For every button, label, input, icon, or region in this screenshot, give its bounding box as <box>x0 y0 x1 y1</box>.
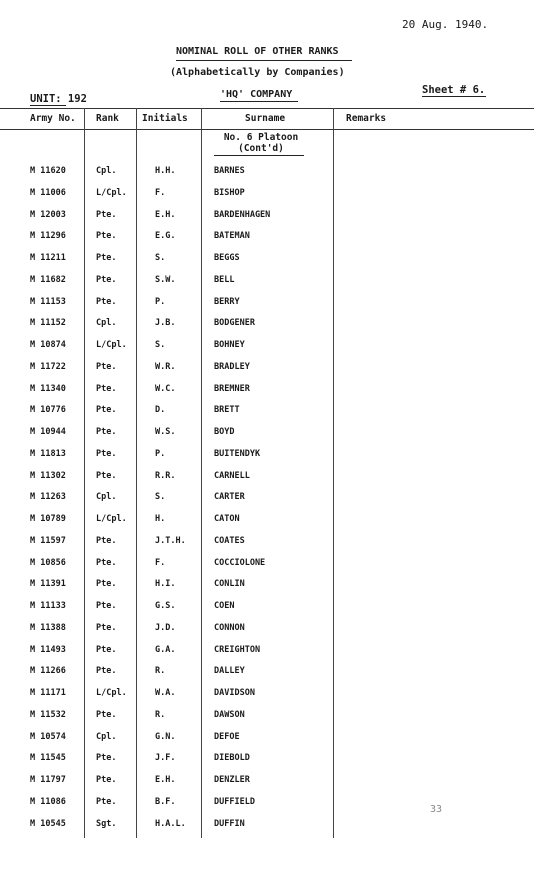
table-row <box>0 340 534 362</box>
table-row <box>0 318 534 340</box>
table-row <box>0 210 534 232</box>
cell-rank: Cpl. <box>96 492 117 503</box>
unit-underline <box>30 105 66 106</box>
cell-army-no: M 11391 <box>30 579 66 590</box>
cell-army-no: M 11152 <box>30 318 66 329</box>
cell-army-no: M 11388 <box>30 622 66 633</box>
company-underline <box>220 101 298 102</box>
cell-rank: Pte. <box>96 274 117 285</box>
table-row <box>0 405 534 427</box>
cell-rank: Pte. <box>96 775 117 785</box>
cell-rank: Cpl. <box>96 166 117 176</box>
company-label: 'HQ' COMPANY <box>220 89 293 100</box>
platoon-heading <box>219 132 303 154</box>
table-row <box>0 188 534 210</box>
cell-rank: Pte. <box>96 644 117 655</box>
cell-initials: J.T.H. <box>155 535 186 546</box>
cell-rank: Pte. <box>96 470 117 481</box>
table-row <box>0 427 534 449</box>
cell-army-no: M 11086 <box>30 796 66 807</box>
table-top-rule <box>0 108 534 109</box>
sheet-number: Sheet # 6. <box>422 84 486 96</box>
cell-surname: DEFOE <box>214 731 240 742</box>
cell-initials: H.I. <box>155 579 176 590</box>
cell-army-no: M 11153 <box>30 296 66 307</box>
platoon-continued: (Cont'd) <box>238 143 284 154</box>
cell-rank: Pte. <box>96 666 117 677</box>
cell-surname: CONNON <box>214 622 245 633</box>
table-row <box>0 514 534 536</box>
cell-surname: DALLEY <box>214 666 245 677</box>
cell-rank: Pte. <box>96 557 117 568</box>
cell-army-no: M 11545 <box>30 753 66 764</box>
cell-rank: Cpl. <box>96 731 117 742</box>
cell-initials: B.F. <box>155 796 176 807</box>
margin-mark: 33 <box>430 804 443 815</box>
document-title: NOMINAL ROLL OF OTHER RANKS <box>176 46 339 57</box>
cell-rank: Pte. <box>96 231 117 242</box>
table-row <box>0 579 534 601</box>
cell-initials: W.A. <box>155 688 176 698</box>
cell-initials: H. <box>155 514 166 524</box>
table-row <box>0 253 534 275</box>
page-crop-edge <box>0 838 534 881</box>
cell-surname: DUFFIN <box>214 818 245 829</box>
cell-surname: BARNES <box>214 166 245 176</box>
cell-army-no: M 11620 <box>30 166 66 176</box>
cell-initials: S. <box>155 253 166 263</box>
cell-army-no: M 11597 <box>30 535 66 546</box>
cell-initials: R.R. <box>155 470 176 481</box>
cell-rank: Pte. <box>96 296 117 307</box>
cell-army-no: M 10856 <box>30 557 66 568</box>
cell-rank: L/Cpl. <box>96 514 127 524</box>
table-row <box>0 449 534 471</box>
cell-surname: BERRY <box>214 296 240 307</box>
cell-surname: BOHNEY <box>214 340 245 350</box>
cell-rank: Pte. <box>96 405 117 416</box>
cell-initials: D. <box>155 405 166 416</box>
cell-initials: W.S. <box>155 427 176 437</box>
platoon-name: No. 6 Platoon <box>223 132 299 143</box>
column-header-remarks: Remarks <box>346 113 387 124</box>
cell-initials: G.A. <box>155 644 176 655</box>
table-row <box>0 797 534 819</box>
cell-surname: BREMNER <box>214 383 250 394</box>
cell-initials: J.D. <box>155 622 176 633</box>
table-row <box>0 688 534 710</box>
table-row <box>0 601 534 623</box>
cell-army-no: M 11813 <box>30 448 66 459</box>
column-header-initials: Initials <box>142 113 188 124</box>
cell-initials: F. <box>155 557 166 568</box>
cell-initials: W.R. <box>155 361 176 372</box>
cell-army-no: M 10574 <box>30 731 66 742</box>
platoon-underline <box>214 155 304 156</box>
cell-surname: DAWSON <box>214 709 245 720</box>
unit-label: UNIT: 192 <box>30 93 87 105</box>
cell-army-no: M 10545 <box>30 818 66 829</box>
cell-surname: DENZLER <box>214 775 250 785</box>
cell-surname: CREIGHTON <box>214 644 261 655</box>
cell-surname: COATES <box>214 535 245 546</box>
cell-initials: E.H. <box>155 209 176 220</box>
column-header-rank: Rank <box>96 113 119 124</box>
cell-army-no: M 11266 <box>30 666 66 677</box>
cell-rank: Pte. <box>96 427 117 437</box>
table-row <box>0 558 534 580</box>
cell-rank: Pte. <box>96 709 117 720</box>
cell-rank: Cpl. <box>96 318 117 329</box>
cell-surname: COCCIOLONE <box>214 557 266 568</box>
cell-army-no: M 11211 <box>30 253 66 263</box>
cell-surname: BRETT <box>214 405 240 416</box>
cell-rank: Pte. <box>96 535 117 546</box>
cell-army-no: M 10789 <box>30 514 66 524</box>
cell-rank: Pte. <box>96 753 117 764</box>
cell-initials: E.H. <box>155 775 176 785</box>
cell-army-no: M 11296 <box>30 231 66 242</box>
table-row <box>0 471 534 493</box>
table-row <box>0 710 534 732</box>
cell-surname: BOYD <box>214 427 235 437</box>
cell-initials: S. <box>155 340 166 350</box>
table-row <box>0 666 534 688</box>
cell-surname: BEGGS <box>214 253 240 263</box>
cell-surname: BRADLEY <box>214 361 250 372</box>
cell-surname: CATON <box>214 514 240 524</box>
column-header-army-no: Army No. <box>30 113 76 124</box>
cell-surname: DIEBOLD <box>214 753 250 764</box>
cell-rank: Pte. <box>96 622 117 633</box>
table-row <box>0 645 534 667</box>
cell-army-no: M 11722 <box>30 361 66 372</box>
cell-army-no: M 10776 <box>30 405 66 416</box>
cell-army-no: M 11263 <box>30 492 66 503</box>
cell-army-no: M 11532 <box>30 709 66 720</box>
cell-surname: BATEMAN <box>214 231 250 242</box>
cell-initials: P. <box>155 448 166 459</box>
cell-rank: L/Cpl. <box>96 187 127 198</box>
cell-surname: DUFFIELD <box>214 796 255 807</box>
cell-surname: CONLIN <box>214 579 245 590</box>
cell-army-no: M 11493 <box>30 644 66 655</box>
cell-surname: CARNELL <box>214 470 250 481</box>
cell-surname: BARDENHAGEN <box>214 209 271 220</box>
cell-rank: Sgt. <box>96 818 117 829</box>
cell-rank: Pte. <box>96 579 117 590</box>
cell-initials: S. <box>155 492 166 503</box>
cell-rank: L/Cpl. <box>96 340 127 350</box>
cell-surname: BUITENDYK <box>214 448 261 459</box>
document-subtitle: (Alphabetically by Companies) <box>170 67 345 78</box>
table-header-rule <box>0 129 534 130</box>
cell-army-no: M 11302 <box>30 470 66 481</box>
cell-initials: S.W. <box>155 274 176 285</box>
cell-initials: R. <box>155 709 166 720</box>
cell-rank: Pte. <box>96 253 117 263</box>
column-header-surname: Surname <box>245 113 286 124</box>
cell-initials: J.B. <box>155 318 176 329</box>
cell-surname: BISHOP <box>214 187 245 198</box>
cell-initials: G.N. <box>155 731 176 742</box>
table-row <box>0 623 534 645</box>
table-row <box>0 231 534 253</box>
cell-army-no: M 11006 <box>30 187 66 198</box>
cell-rank: L/Cpl. <box>96 688 127 698</box>
table-row <box>0 819 534 841</box>
cell-surname: COEN <box>214 601 235 611</box>
title-underline <box>176 60 352 61</box>
cell-army-no: M 12003 <box>30 209 66 220</box>
cell-surname: BELL <box>214 274 235 285</box>
cell-surname: DAVIDSON <box>214 688 255 698</box>
cell-initials: F. <box>155 187 166 198</box>
cell-army-no: M 11682 <box>30 274 66 285</box>
cell-army-no: M 11171 <box>30 688 66 698</box>
cell-army-no: M 11340 <box>30 383 66 394</box>
table-row <box>0 362 534 384</box>
cell-initials: H.A.L. <box>155 818 186 829</box>
table-row <box>0 732 534 754</box>
cell-surname: BODGENER <box>214 318 255 329</box>
cell-rank: Pte. <box>96 361 117 372</box>
cell-initials: J.F. <box>155 753 176 764</box>
cell-initials: H.H. <box>155 166 176 176</box>
cell-rank: Pte. <box>96 383 117 394</box>
table-row <box>0 536 534 558</box>
table-row <box>0 492 534 514</box>
cell-initials: G.S. <box>155 601 176 611</box>
cell-initials: W.C. <box>155 383 176 394</box>
table-row <box>0 166 534 188</box>
cell-initials: R. <box>155 666 166 677</box>
cell-rank: Pte. <box>96 796 117 807</box>
table-row <box>0 384 534 406</box>
cell-army-no: M 11133 <box>30 601 66 611</box>
cell-initials: P. <box>155 296 166 307</box>
cell-army-no: M 11797 <box>30 775 66 785</box>
table-row <box>0 775 534 797</box>
cell-rank: Pte. <box>96 601 117 611</box>
table-row <box>0 275 534 297</box>
cell-rank: Pte. <box>96 209 117 220</box>
table-row <box>0 753 534 775</box>
sheet-underline <box>422 96 486 97</box>
cell-surname: CARTER <box>214 492 245 503</box>
cell-initials: E.G. <box>155 231 176 242</box>
cell-army-no: M 10874 <box>30 340 66 350</box>
document-date: 20 Aug. 1940. <box>402 18 489 31</box>
cell-rank: Pte. <box>96 448 117 459</box>
cell-army-no: M 10944 <box>30 427 66 437</box>
table-row <box>0 297 534 319</box>
